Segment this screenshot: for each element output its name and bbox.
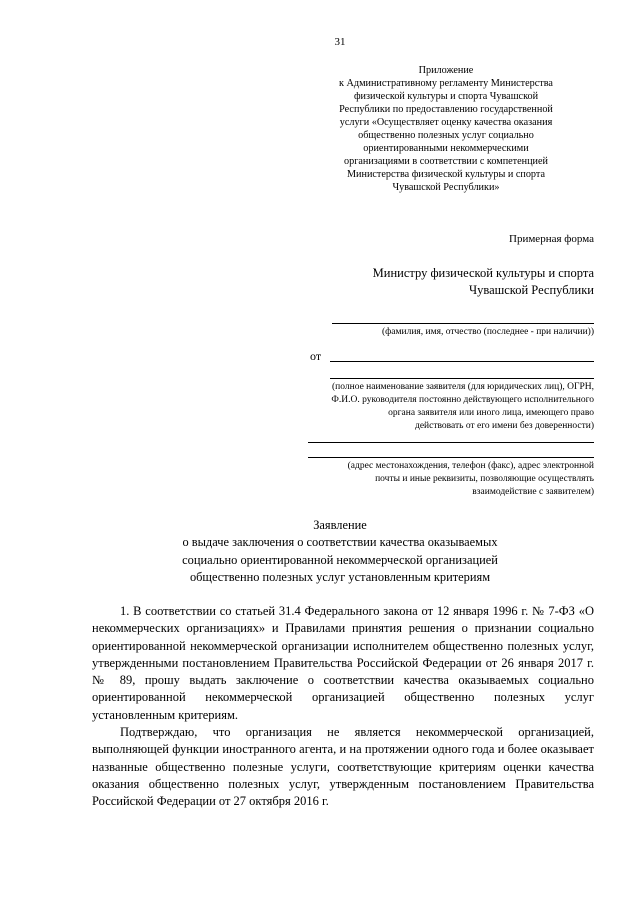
applicant-caption-line: Ф.И.О. руководителя постоянно действующего исполнительного [331,395,594,405]
statement-subtitle-line: социально ориентированной некоммерческой организацией [182,552,498,567]
body-paragraph-2: Подтверждаю, что организация не является некоммерческой организацией, выполняющей функции иностранного агента, и на протяжении одного года и более оказывает названные общественно полезные услуги, соответствующие критериям оценки качества оказания общественно полезных услуг, утвержденным постановлением Правительства Российской Федерации от 27 октября 2016 г. [92,725,594,809]
body-paragraph-1: 1. В соответствии со статьей 31.4 Федерального закона от 12 января 1996 г. № 7-ФЗ «О некоммерческих организациях» и Правилами принятия решения о признании социально ориентированной некоммерческой организации исполнителем общественно полезных услуг, утвержденными постановлением Правительства Российской Федерации от 26 января 2017 г. № 89, прошу выдать заключение о соответствии качества оказываемых социально ориентированной некоммерческой организацией общественно полезных услуг установленным критериям. [92,604,594,722]
annex-line: Чувашской Республики» [392,182,500,193]
applicant-caption-line: органа заявителя или иного лица, имеющего право [388,408,594,418]
statement-subtitle-line: общественно полезных услуг установленным критериям [189,570,491,585]
fio-caption: (фамилия, имя, отчество (последнее - при наличии)) [381,327,594,337]
annex-line: организациями в соответствии с компетенцией [344,156,548,167]
addressee-block [373,265,594,299]
statement-subtitle-line: о выдаче заключения о соответствии качества оказываемых [182,535,498,550]
address-fill-line-2[interactable] [308,457,594,458]
annex-line: к Административному регламенту Министерства [339,78,553,89]
statement-title-block [120,517,560,587]
address-caption-line: (адрес местонахождения, телефон (факс), адрес электронной [347,461,594,471]
page-number: 31 [334,36,346,48]
annex-line: Приложение [418,65,474,76]
annex-line: услуги «Осуществляет оценку качества оказания [339,117,553,128]
address-caption [348,460,594,499]
annex-line: Министерства физической культуры и спорта [346,169,545,180]
address-fill-line-1[interactable] [308,442,594,443]
address-caption-line: взаимодействие с заявителем) [472,487,594,497]
applicant-fill-line-2[interactable] [330,378,594,379]
applicant-fill-line-1[interactable] [330,361,594,362]
addressee-line-2: Чувашской Республики [468,283,594,297]
annex-line: ориентированными некоммерческими [363,143,529,154]
applicant-caption-line: (полное наименование заявителя (для юридических лиц), ОГРН, [332,382,594,392]
applicant-caption-line: действовать от его имени без доверенности) [414,421,594,431]
statement-title: Заявление [313,518,367,532]
from-label: от [310,349,322,363]
applicant-caption [331,381,594,433]
annex-header [315,64,577,194]
annex-line: физической культуры и спорта Чувашской [353,91,539,102]
annex-line: общественно полезных услуг социально [358,130,534,141]
annex-line: Республики по предоставлению государственной [339,104,553,115]
fio-fill-line[interactable] [332,323,594,324]
form-type-label: Примерная форма [509,233,594,245]
address-caption-line: почты и иные реквизиты, позволяющие осуществлять [375,474,594,484]
statement-body [92,603,594,811]
addressee-line-1: Министру физической культуры и спорта [372,266,594,280]
